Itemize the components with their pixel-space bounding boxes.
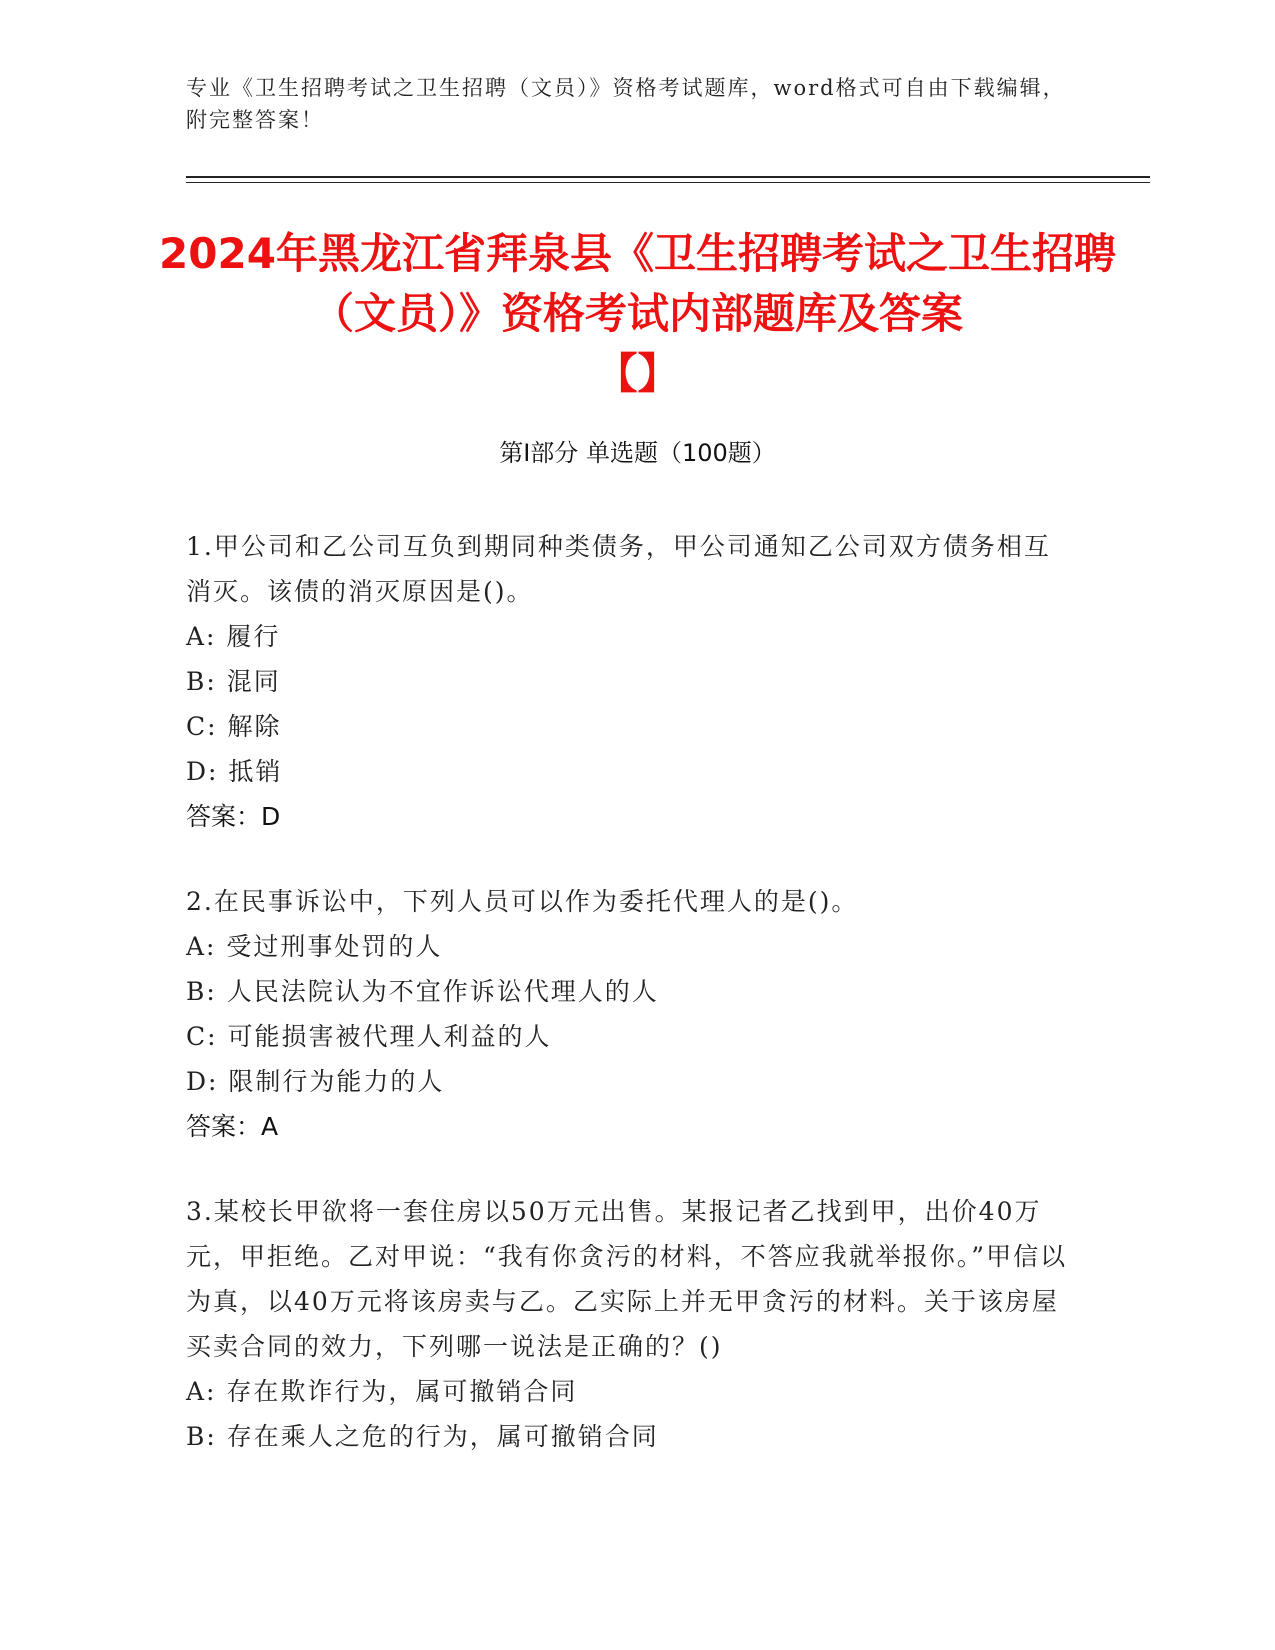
document-title <box>150 224 1125 404</box>
question-list <box>186 524 1076 1499</box>
question-1 <box>186 524 1076 839</box>
section-heading: 第I部分 单选题（100题） <box>499 439 776 467</box>
option-c: C: 可能损害被代理人利益的人 <box>186 1022 552 1051</box>
option-b: B: 混同 <box>186 667 281 696</box>
header-divider-thick <box>186 176 1150 178</box>
question-text: 2.在民事诉讼中，下列人员可以作为委托代理人的是()。 <box>186 887 859 916</box>
option-a: A: 受过刑事处罚的人 <box>186 932 443 961</box>
title-main: 2024年黑龙江省拜泉县《卫生招聘考试之卫生招聘（文员）》资格考试内部题库及答案 <box>159 229 1116 338</box>
answer-text: 答案：A <box>186 1112 279 1141</box>
option-a: A: 履行 <box>186 622 281 651</box>
header-divider-thin <box>186 182 1150 183</box>
question-3 <box>186 1189 1076 1459</box>
option-b: B: 存在乘人之危的行为，属可撤销合同 <box>186 1422 659 1451</box>
option-a: A: 存在欺诈行为，属可撤销合同 <box>186 1377 578 1406</box>
answer-text: 答案：D <box>186 802 281 831</box>
question-text: 3.某校长甲欲将一套住房以50万元出售。某报记者乙找到甲，出价40万元，甲拒绝。乙对甲说：“我有你贪污的材料，不答应我就举报你。”甲信以为真，以40万元将该房卖与乙。乙实际上并无甲贪污的材料。关于该房屋买卖合同的效力，下列哪一说法是正确的？() <box>186 1197 1068 1361</box>
option-c: C: 解除 <box>186 712 282 741</box>
title-bracket: 【】 <box>595 349 680 398</box>
intro-text: 专业《卫生招聘考试之卫生招聘（文员）》资格考试题库，word格式可自由下载编辑，附完整答案！ <box>186 76 1066 132</box>
question-2 <box>186 879 1076 1149</box>
question-text: 1.甲公司和乙公司互负到期同种类债务，甲公司通知乙公司双方债务相互消灭。该债的消灭原因是()。 <box>186 532 1051 606</box>
option-d: D: 抵销 <box>186 757 283 786</box>
option-d: D: 限制行为能力的人 <box>186 1067 445 1096</box>
option-b: B: 人民法院认为不宜作诉讼代理人的人 <box>186 977 659 1006</box>
